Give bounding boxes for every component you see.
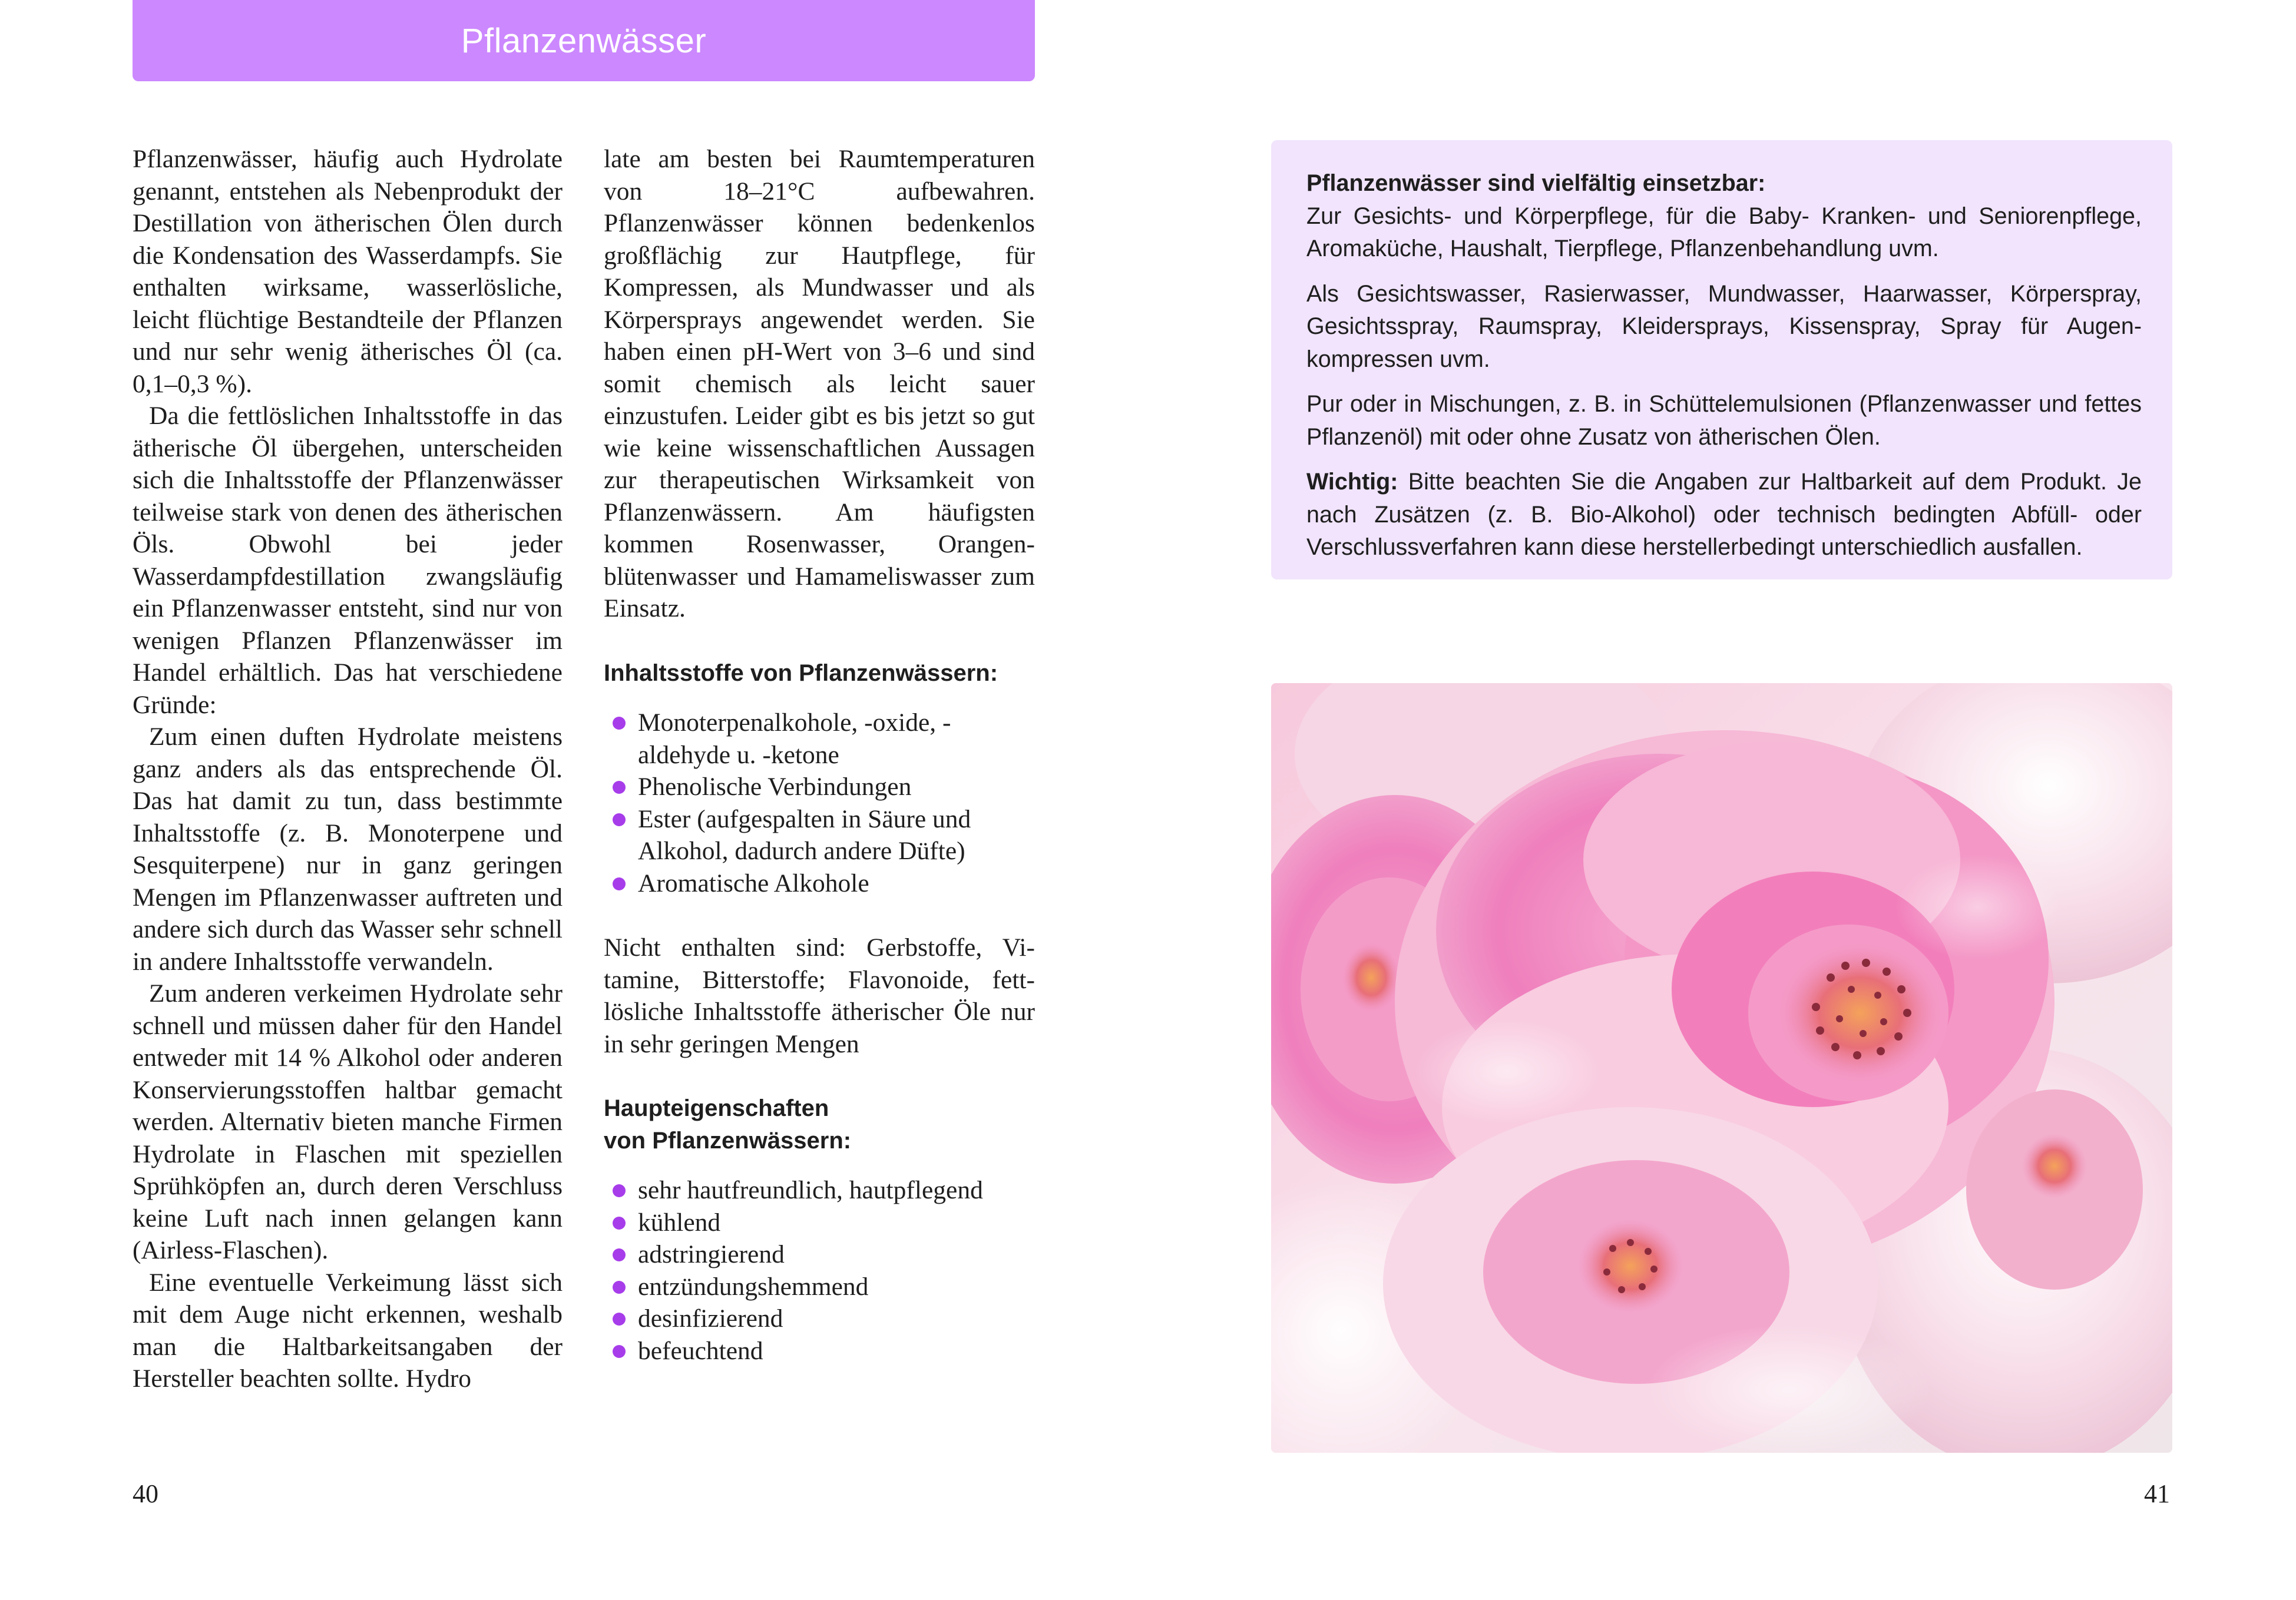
list-item: desinfizierend bbox=[604, 1303, 1035, 1335]
bullet-dot-icon bbox=[613, 877, 626, 890]
list-item: entzündungshemmend bbox=[604, 1271, 1035, 1303]
list-item: sehr hautfreundlich, hautpflegend bbox=[604, 1174, 1035, 1207]
bullet-dot-icon bbox=[613, 1184, 626, 1197]
bullet-dot-icon bbox=[613, 1248, 626, 1261]
rose-photo bbox=[1271, 683, 2172, 1453]
list-item: befeuchtend bbox=[604, 1335, 1035, 1367]
info-box-paragraph: Als Gesichtswasser, Rasierwasser, Mundwasser, Haarwasser, Körperspray, Gesichtsspray, Raumspray, Kleidersprays, Kissenspray, Spray für Augenkompressen uvm. bbox=[1306, 280, 2142, 372]
page-number-right: 41 bbox=[2144, 1479, 2170, 1508]
bullet-dot-icon bbox=[613, 813, 626, 826]
paragraph: late am besten bei Raumtemperaturen von 18–21°C aufbewahren. Pflanzenwässer können bedenkenlos großflächig zur Hautpflege, für Kompressen, als Mundwasser und als Körpersprays angewendet werden. Sie haben einen pH-Wert von 3–6 und sind somit chemisch als leicht sauer einzustufen. Leider gibt es bis jetzt so gut wie keine wissenschaftlichen Aussagen zur therapeutischen Wirksamkeit von Pflanzenwässern. Am häufigsten kommen Rosenwasser, Orangenblütenwasser und Hamameliswasser zum Einsatz. bbox=[604, 145, 1035, 622]
paragraph: Pflanzenwässer, häufig auch Hydrolate genannt, entstehen als Nebenprodukt der Destillation von ätherischen Ölen durch die Kondensation des Wasserdampfs. Sie enthalten wirksame, wasserlösliche, leicht flüchtige Bestandteile der Pflanzen und nur sehr wenig ätherisches Öl (ca. 0,1–0,3 %). bbox=[133, 145, 563, 398]
bullet-dot-icon bbox=[613, 1313, 626, 1326]
bullet-dot-icon bbox=[613, 717, 626, 730]
list-item: Aromatische Alkohole bbox=[604, 867, 1035, 900]
properties-heading: Haupteigenschaften von Pflanzenwässern: bbox=[604, 1095, 852, 1154]
paragraph: Nicht enthalten sind: Gerbstoffe, Vitamine, Bitterstoffe; Flavonoide, fettlösliche Inhaltsstoffe ätherischer Öle nur in sehr geringen Mengen bbox=[604, 933, 1035, 1058]
text-column-left bbox=[133, 143, 563, 1395]
chapter-title: Pflanzenwässer bbox=[461, 21, 707, 60]
ingredients-list bbox=[604, 707, 1035, 899]
page-number-left: 40 bbox=[133, 1479, 158, 1508]
bullet-dot-icon bbox=[613, 1217, 626, 1230]
list-item: Ester (aufgespalten in Säure und Alkohol, dadurch andere Düfte) bbox=[604, 803, 1035, 867]
paragraph: Zum einen duften Hydrolate meistens ganz anders als das entsprechende Öl. Das hat damit zu tun, dass bestimmte Inhaltsstoffe (z. B. Monoterpene und Sesquiterpene) nur in ganz geringen Mengen im Pflanzenwasser auftreten und andere sich durch das Wasser sehr schnell in andere Inhaltsstoffe verwandeln. bbox=[133, 723, 563, 976]
bullet-dot-icon bbox=[613, 781, 626, 794]
info-box-note: Wichtig: Bitte beachten Sie die Angaben zur Haltbarkeit auf dem Produkt. Je nach Zusätzen (z. B. Bio-Alkohol) oder technisch bedingten Abfüll- oder Verschlussverfahren kann diese herstellerbedingt unterschiedlich ausfallen. bbox=[1306, 469, 2142, 560]
paragraph: Eine eventuelle Verkeimung lässt sich mit dem Auge nicht erkennen, weshalb man die Haltbarkeitsangaben der Hersteller beachten sollte. Hydro bbox=[133, 1268, 563, 1393]
info-box-heading: Pflanzenwässer sind vielfältig einsetzbar: bbox=[1306, 170, 1766, 196]
list-item: Monoterpenalkohole, -oxide, -aldehyde u. -ketone bbox=[604, 707, 1035, 771]
paragraph: Da die fettlöslichen Inhaltsstoffe in das ätherische Öl übergehen, unterscheiden sich die Inhaltsstoffe der Pflanzenwässer teilweise stark von denen des ätherischen Öls. Obwohl bei jeder Wasserdampfdestillation zwangsläufig ein Pflanzenwasser entsteht, sind nur von wenigen Pflanzen Pflanzenwässer im Handel erhältlich. Das hat verschiedene Gründe: bbox=[133, 402, 563, 719]
info-box-paragraph: Pur oder in Mischungen, z. B. in Schüttelemulsionen (Pflanzenwasser und fettes Pflanzenöl) mit oder ohne Zusatz von ätherischen Ölen. bbox=[1306, 391, 2142, 450]
paragraph: Zum anderen verkeimen Hydrolate sehr schnell und müssen daher für den Handel entweder mit 14 % Alkohol oder anderen Konservierungsstoffen haltbar gemacht werden. Alternativ bieten manche Firmen Hydrolate in Flaschen mit speziellen Sprühköpfen an, durch deren Verschluss keine Luft nach innen gelangen kann (Airless-Flaschen). bbox=[133, 979, 563, 1264]
chapter-header-bar bbox=[133, 0, 1035, 81]
info-box bbox=[1271, 140, 2172, 579]
info-box-intro: Pflanzenwässer sind vielfältig einsetzbar: Zur Gesichts- und Körperpflege, für die Baby- Kranken- und Seniorenpflege, Aromaküche, Haushalt, Tierpflege, Pflanzenbehandlung uvm. bbox=[1306, 170, 2142, 261]
note-label: Wichtig: bbox=[1306, 469, 1398, 495]
ingredients-heading: Inhaltsstoffe von Pflanzenwässern: bbox=[604, 660, 998, 686]
text-column-right bbox=[604, 143, 1035, 1367]
bullet-dot-icon bbox=[613, 1281, 626, 1294]
list-item: kühlend bbox=[604, 1207, 1035, 1239]
bullet-dot-icon bbox=[613, 1345, 626, 1358]
properties-list bbox=[604, 1174, 1035, 1367]
list-item: adstringierend bbox=[604, 1238, 1035, 1271]
list-item: Phenolische Verbindungen bbox=[604, 771, 1035, 803]
